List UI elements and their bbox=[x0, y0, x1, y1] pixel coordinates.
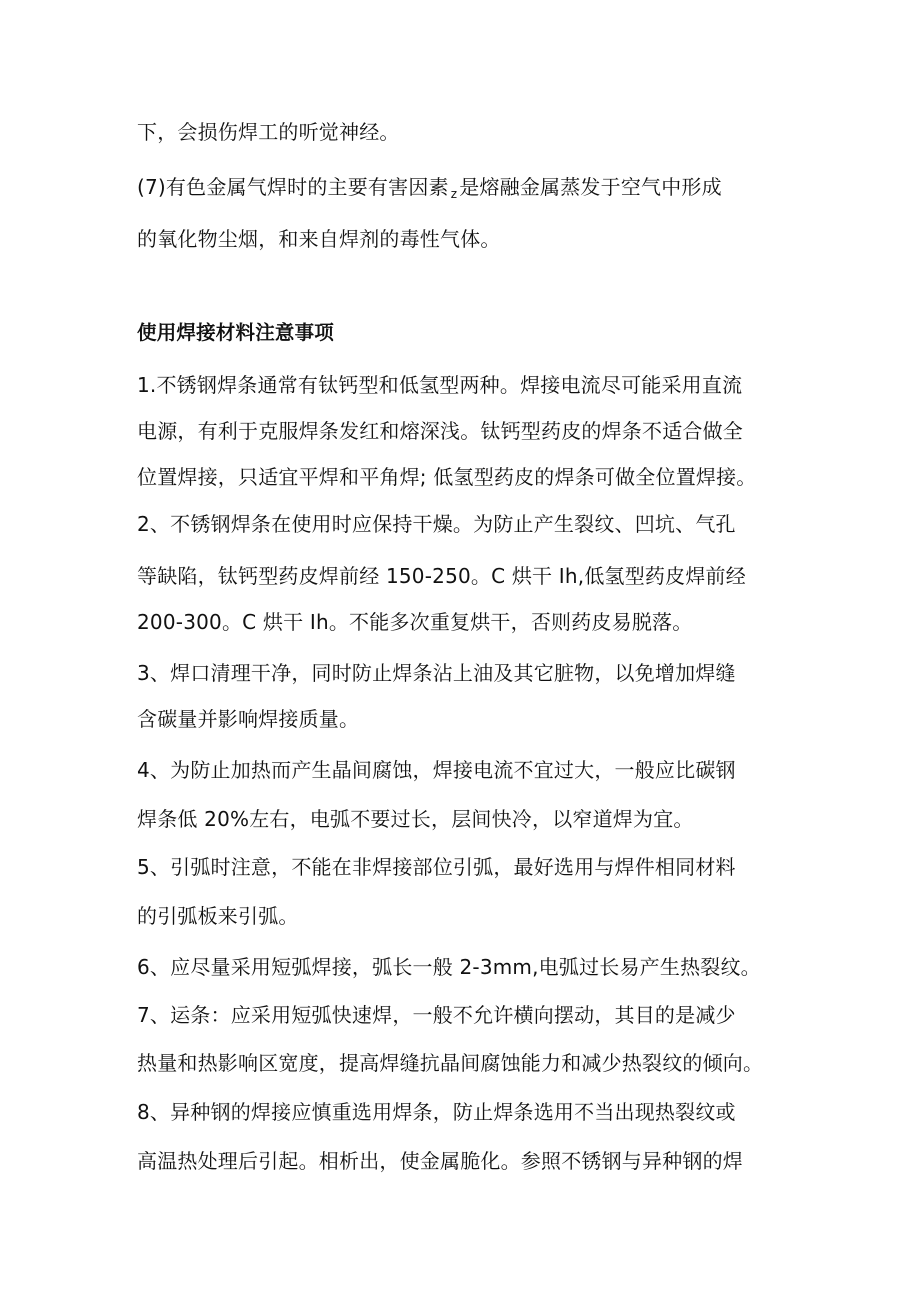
text-line: 1.不锈钢焊条通常有钛钙型和低氢型两种。焊接电流尽可能采用直流 bbox=[137, 373, 743, 397]
text-line: 4、为防止加热而产生晶间腐蚀，焊接电流不宜过大，一般应比碳钢 bbox=[137, 758, 736, 782]
text-line: 的氧化物尘烟，和来自焊剂的毒性气体。 bbox=[137, 227, 501, 251]
text-line: 电源，有利于克服焊条发红和熔深浅。钛钙型药皮的焊条不适合做全 bbox=[137, 419, 743, 443]
text-line bbox=[137, 174, 722, 207]
text-line: 3、焊口清理干净，同时防止焊条沾上油及其它脏物，以免增加焊缝 bbox=[137, 661, 736, 685]
text-line: 7、运条：应采用短弧快速焊，一般不允许横向摆动，其目的是减少 bbox=[137, 1003, 736, 1027]
text-line: 下，会损伤焊工的听觉神经。 bbox=[137, 120, 400, 144]
text-segment: 是熔融金属蒸发于空气中形成 bbox=[459, 175, 722, 199]
text-line: 热量和热影响区宽度，提高焊缝抗晶间腐蚀能力和减少热裂纹的倾向。 bbox=[137, 1051, 764, 1075]
text-line: 含碳量并影响焊接质量。 bbox=[137, 707, 360, 731]
text-line: 200-300。C 烘干 Ih。不能多次重复烘干，否则药皮易脱落。 bbox=[137, 610, 693, 634]
text-line: 位置焊接，只适宜平焊和平角焊; 低氢型药皮的焊条可做全位置焊接。 bbox=[137, 465, 757, 489]
section-heading: 使用焊接材料注意事项 bbox=[137, 321, 335, 344]
text-line: 焊条低 20%左右，电弧不要过长，层间快冷，以窄道焊为宜。 bbox=[137, 807, 694, 831]
text-line: 2、不锈钢焊条在使用时应保持干燥。为防止产生裂纹、凹坑、气孔 bbox=[137, 512, 736, 536]
text-line: 6、应尽量采用短弧焊接，弧长一般 2-3mm,电弧过长易产生热裂纹。 bbox=[137, 955, 761, 979]
text-line: 的引弧板来引弧。 bbox=[137, 904, 299, 928]
text-line: 8、异种钢的焊接应慎重选用焊条，防止焊条选用不当出现热裂纹或 bbox=[137, 1100, 736, 1124]
text-line: 5、引弧时注意，不能在非焊接部位引弧，最好选用与焊件相同材料 bbox=[137, 855, 736, 879]
text-line: 高温热处理后引起。相析出，使金属脆化。参照不锈钢与异种钢的焊 bbox=[137, 1149, 743, 1173]
subscript-z: z bbox=[450, 187, 458, 201]
text-line: 等缺陷，钛钙型药皮焊前经 150-250。C 烘干 Ih,低氢型药皮焊前经 bbox=[137, 564, 746, 588]
text-segment: (7)有色金属气焊时的主要有害因素 bbox=[137, 175, 449, 199]
